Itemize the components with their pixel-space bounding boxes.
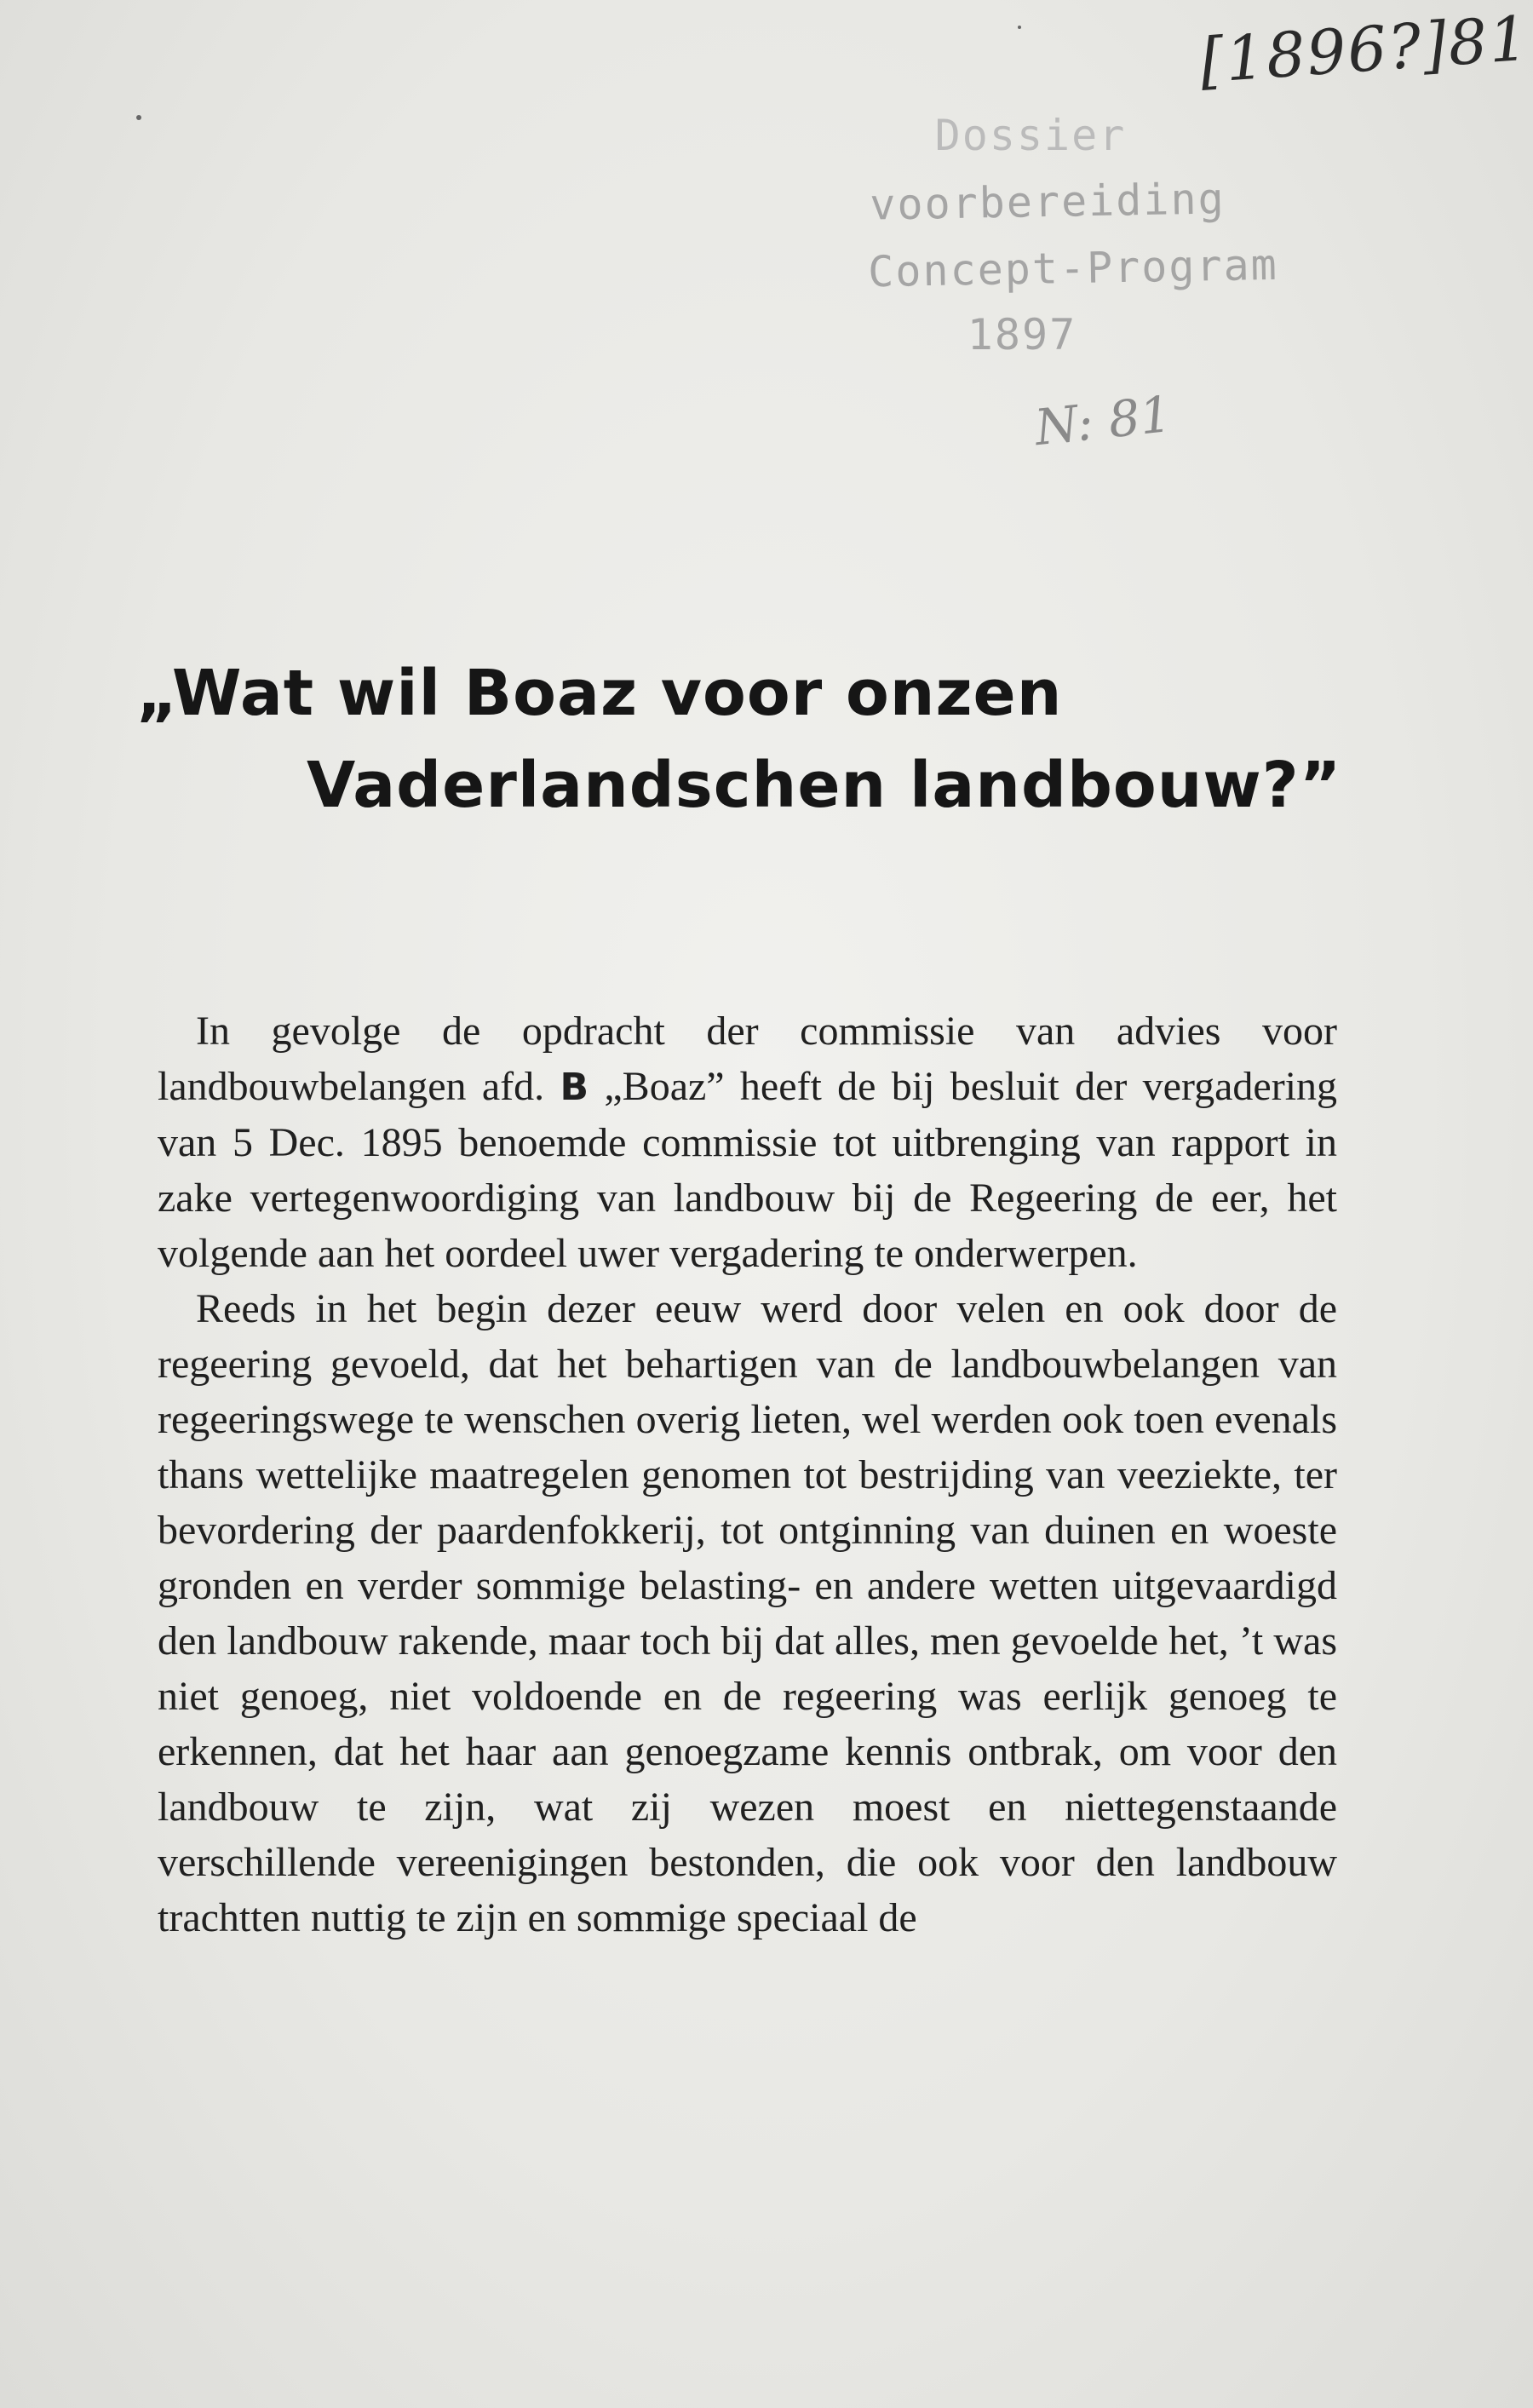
stamp-line-voorbereiding: voorbereiding [869, 174, 1226, 230]
stamp-line-concept-program: Concept-Program [867, 239, 1279, 297]
archive-stamp [818, 102, 1346, 368]
paragraph-1-rest: „Boaz” heeft de bij besluit der vergadering van 5 Dec. 1895 benoemde commissie tot uitbrenging van rapport in zake vertegenwoordiging van landbouw bij de Regeering de eer, het volgende aan het oordeel uwer vergadering te onderwerpen. [158, 1064, 1338, 1276]
paragraph-1-start: In gevolge de opdracht der commissie van advies voor landbouwbelangen afd. [158, 1009, 1337, 1109]
paragraph-2: Reeds in het begin dezer eeuw werd door velen en ook door de regeering gevoeld, dat het behartigen van de landbouwbelangen van regeeringswege te wenschen overig lieten, wel werden ook toen evenals thans wettelijke maatregelen genomen tot bestrijding van veeziekte, ter bevordering der paardenfokkerij, tot ontginning van duinen en woeste gronden en verder sommige belasting- en andere wetten uitgevaardigd den landbouw rakende, maar toch bij dat alles, men gevoelde het, ’t was niet genoeg, niet voldoende en de regeering was eerlijk genoeg te erkennen, dat het haar aan genoegzame kennis ontbrak, om voor den landbouw te zijn, wat zij wezen moest en niettegenstaande verschillende vereenigingen bestonden, die ook voor den landbouw trachtten nuttig te zijn en sommige speciaal de [158, 1286, 1337, 1940]
stamp-line-dossier: Dossier [934, 111, 1127, 160]
body-text [158, 1003, 1337, 1945]
stamp-number: N: 81 [1031, 384, 1174, 457]
paper-speck [136, 115, 141, 120]
section-letter: B [560, 1066, 589, 1109]
stamp-line-year: 1897 [967, 310, 1077, 359]
paragraph-1 [158, 1003, 1337, 1281]
paper-speck [1018, 26, 1021, 29]
title-line-2: Vaderlandschen landbouw?” [307, 749, 1342, 822]
title-line-1: „Wat wil Boaz voor onzen [136, 657, 1063, 730]
handwritten-reference: [1896?]81 [1197, 2, 1532, 97]
document-title [136, 647, 1371, 831]
